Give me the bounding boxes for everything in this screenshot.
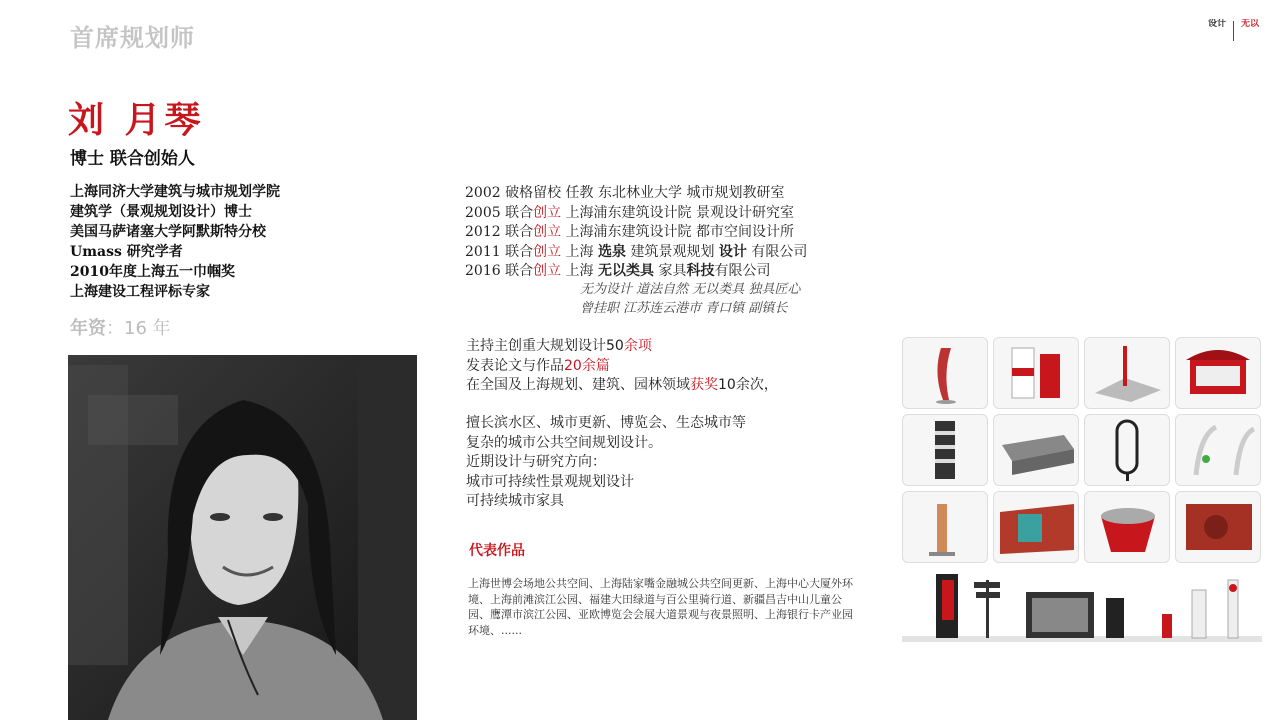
timeline-year: 2005	[465, 204, 501, 221]
timeline-year: 2002	[465, 185, 501, 201]
timeline-highlight: 创立	[533, 263, 562, 279]
motto-line: 无为设计 道法自然 无以类具 独具匠心	[580, 282, 801, 297]
timeline-year: 2011	[465, 243, 501, 260]
person-subtitle: 博士 联合创始人	[70, 149, 195, 169]
works-description: 上海世博会场地公共空间、上海陆家嘴金融城公共空间更新、上海中心大厦外环境、上海前滩滨江公园、福建大田绿道与百公里骑行道、新疆昌吉中山儿童公园、鹰潭市滨江公园、亚欧博览会会展大道景观与夜景照明、上海银行卡产业园环境、......	[468, 577, 853, 637]
timeline-highlight: 创立	[533, 243, 562, 260]
timeline-text: 破格留校 任教 东北林业大学 城市规划教研室	[505, 185, 785, 201]
achievement-line	[466, 357, 778, 377]
product-image	[1084, 491, 1170, 563]
achievement-line	[466, 376, 778, 396]
timeline-text: 有限公司	[714, 263, 771, 279]
timeline-row	[465, 184, 807, 204]
credential-item: 建筑学（景观规划设计）博士	[70, 204, 252, 220]
achievement-highlight: 获奖	[690, 377, 718, 393]
timeline-text: 上海浦东建筑设计院 都市空间设计所	[565, 224, 794, 240]
achievement-text: 发表论文与作品	[466, 357, 564, 374]
achievement-text: 10余次，	[718, 377, 778, 393]
timeline-bold: 科技	[686, 263, 715, 279]
timeline-bold: 无以类具	[598, 263, 654, 279]
page-title: 首席规划师	[70, 24, 195, 52]
timeline-bold: 选泉	[598, 243, 626, 260]
product-image	[993, 414, 1079, 486]
timeline-text: 有限公司	[746, 243, 808, 260]
specialty-line: 擅长滨水区、城市更新、博览会、生态城市等	[466, 415, 746, 431]
timeline-text: 上海	[565, 263, 598, 279]
timeline-text: 联合	[505, 204, 534, 221]
specialty-line: 近期设计与研究方向：	[466, 454, 606, 470]
achievement-text: 主持主创重大规划设计50	[466, 338, 624, 354]
product-image	[1084, 337, 1170, 409]
product-image	[1175, 337, 1261, 409]
timeline-text: 建筑景观规划	[626, 243, 719, 260]
brand-logo	[1205, 18, 1262, 44]
logo-mark-right: 无以	[1240, 19, 1259, 29]
product-image	[993, 337, 1079, 409]
product-image	[1175, 414, 1261, 486]
years-value: 16 年	[124, 318, 171, 339]
works-heading: 代表作品	[469, 543, 525, 559]
timeline-text: 联合	[505, 224, 534, 240]
person-name: 刘 月琴	[68, 99, 205, 141]
motto-line: 曾挂职 江苏连云港市 青口镇 副镇长	[580, 301, 788, 316]
timeline-row	[465, 243, 807, 263]
credential-item: 上海建设工程评标专家	[70, 284, 210, 300]
product-gallery	[902, 337, 1262, 563]
specialty-line: 城市可持续性景观规划设计	[466, 473, 634, 490]
achievement-highlight: 余项	[623, 338, 652, 354]
specialty-block	[466, 414, 746, 512]
timeline-highlight: 创立	[533, 224, 562, 240]
product-image	[902, 337, 988, 409]
credential-item: 上海同济大学建筑与城市规划学院	[70, 184, 280, 200]
achievement-highlight: 20余篇	[564, 357, 610, 374]
portrait-photo	[68, 355, 417, 720]
timeline-bold: 设计	[718, 243, 747, 260]
product-image	[993, 491, 1079, 563]
product-image	[902, 414, 988, 486]
achievement-text: 在全国及上海规划、建筑、园林领域	[466, 377, 690, 393]
motto-block	[580, 280, 800, 318]
timeline-row	[465, 262, 807, 282]
specialty-line: 复杂的城市公共空间规划设计。	[466, 434, 662, 451]
timeline-year: 2012	[465, 224, 501, 240]
career-timeline	[465, 184, 807, 282]
product-image	[1084, 414, 1170, 486]
credentials-list	[70, 182, 280, 302]
timeline-year: 2016	[465, 263, 501, 279]
timeline-highlight: 创立	[533, 204, 562, 221]
product-lineup-image	[902, 566, 1262, 666]
achievement-line	[466, 337, 778, 357]
timeline-row	[465, 223, 807, 243]
timeline-text: 联合	[505, 243, 534, 260]
credential-item: Umass 研究学者	[70, 244, 183, 260]
achievements-block	[466, 337, 778, 396]
logo-mark-left: 设计	[1207, 19, 1226, 29]
product-image	[902, 491, 988, 563]
product-image	[1175, 491, 1261, 563]
credential-item: 2010年度上海五一巾帼奖	[70, 264, 235, 280]
specialty-line: 可持续城市家具	[466, 493, 564, 509]
timeline-row	[465, 204, 807, 224]
timeline-text: 上海浦东建筑设计院 景观设计研究室	[565, 204, 794, 221]
years-separator: ：	[106, 318, 124, 339]
years-experience	[70, 314, 171, 340]
years-label: 年资	[70, 318, 106, 339]
timeline-text: 联合	[505, 263, 534, 279]
credential-item: 美国马萨诸塞大学阿默斯特分校	[70, 224, 266, 240]
logo-divider	[1233, 21, 1234, 41]
timeline-text: 家具	[654, 263, 687, 279]
timeline-text: 上海	[565, 243, 598, 260]
